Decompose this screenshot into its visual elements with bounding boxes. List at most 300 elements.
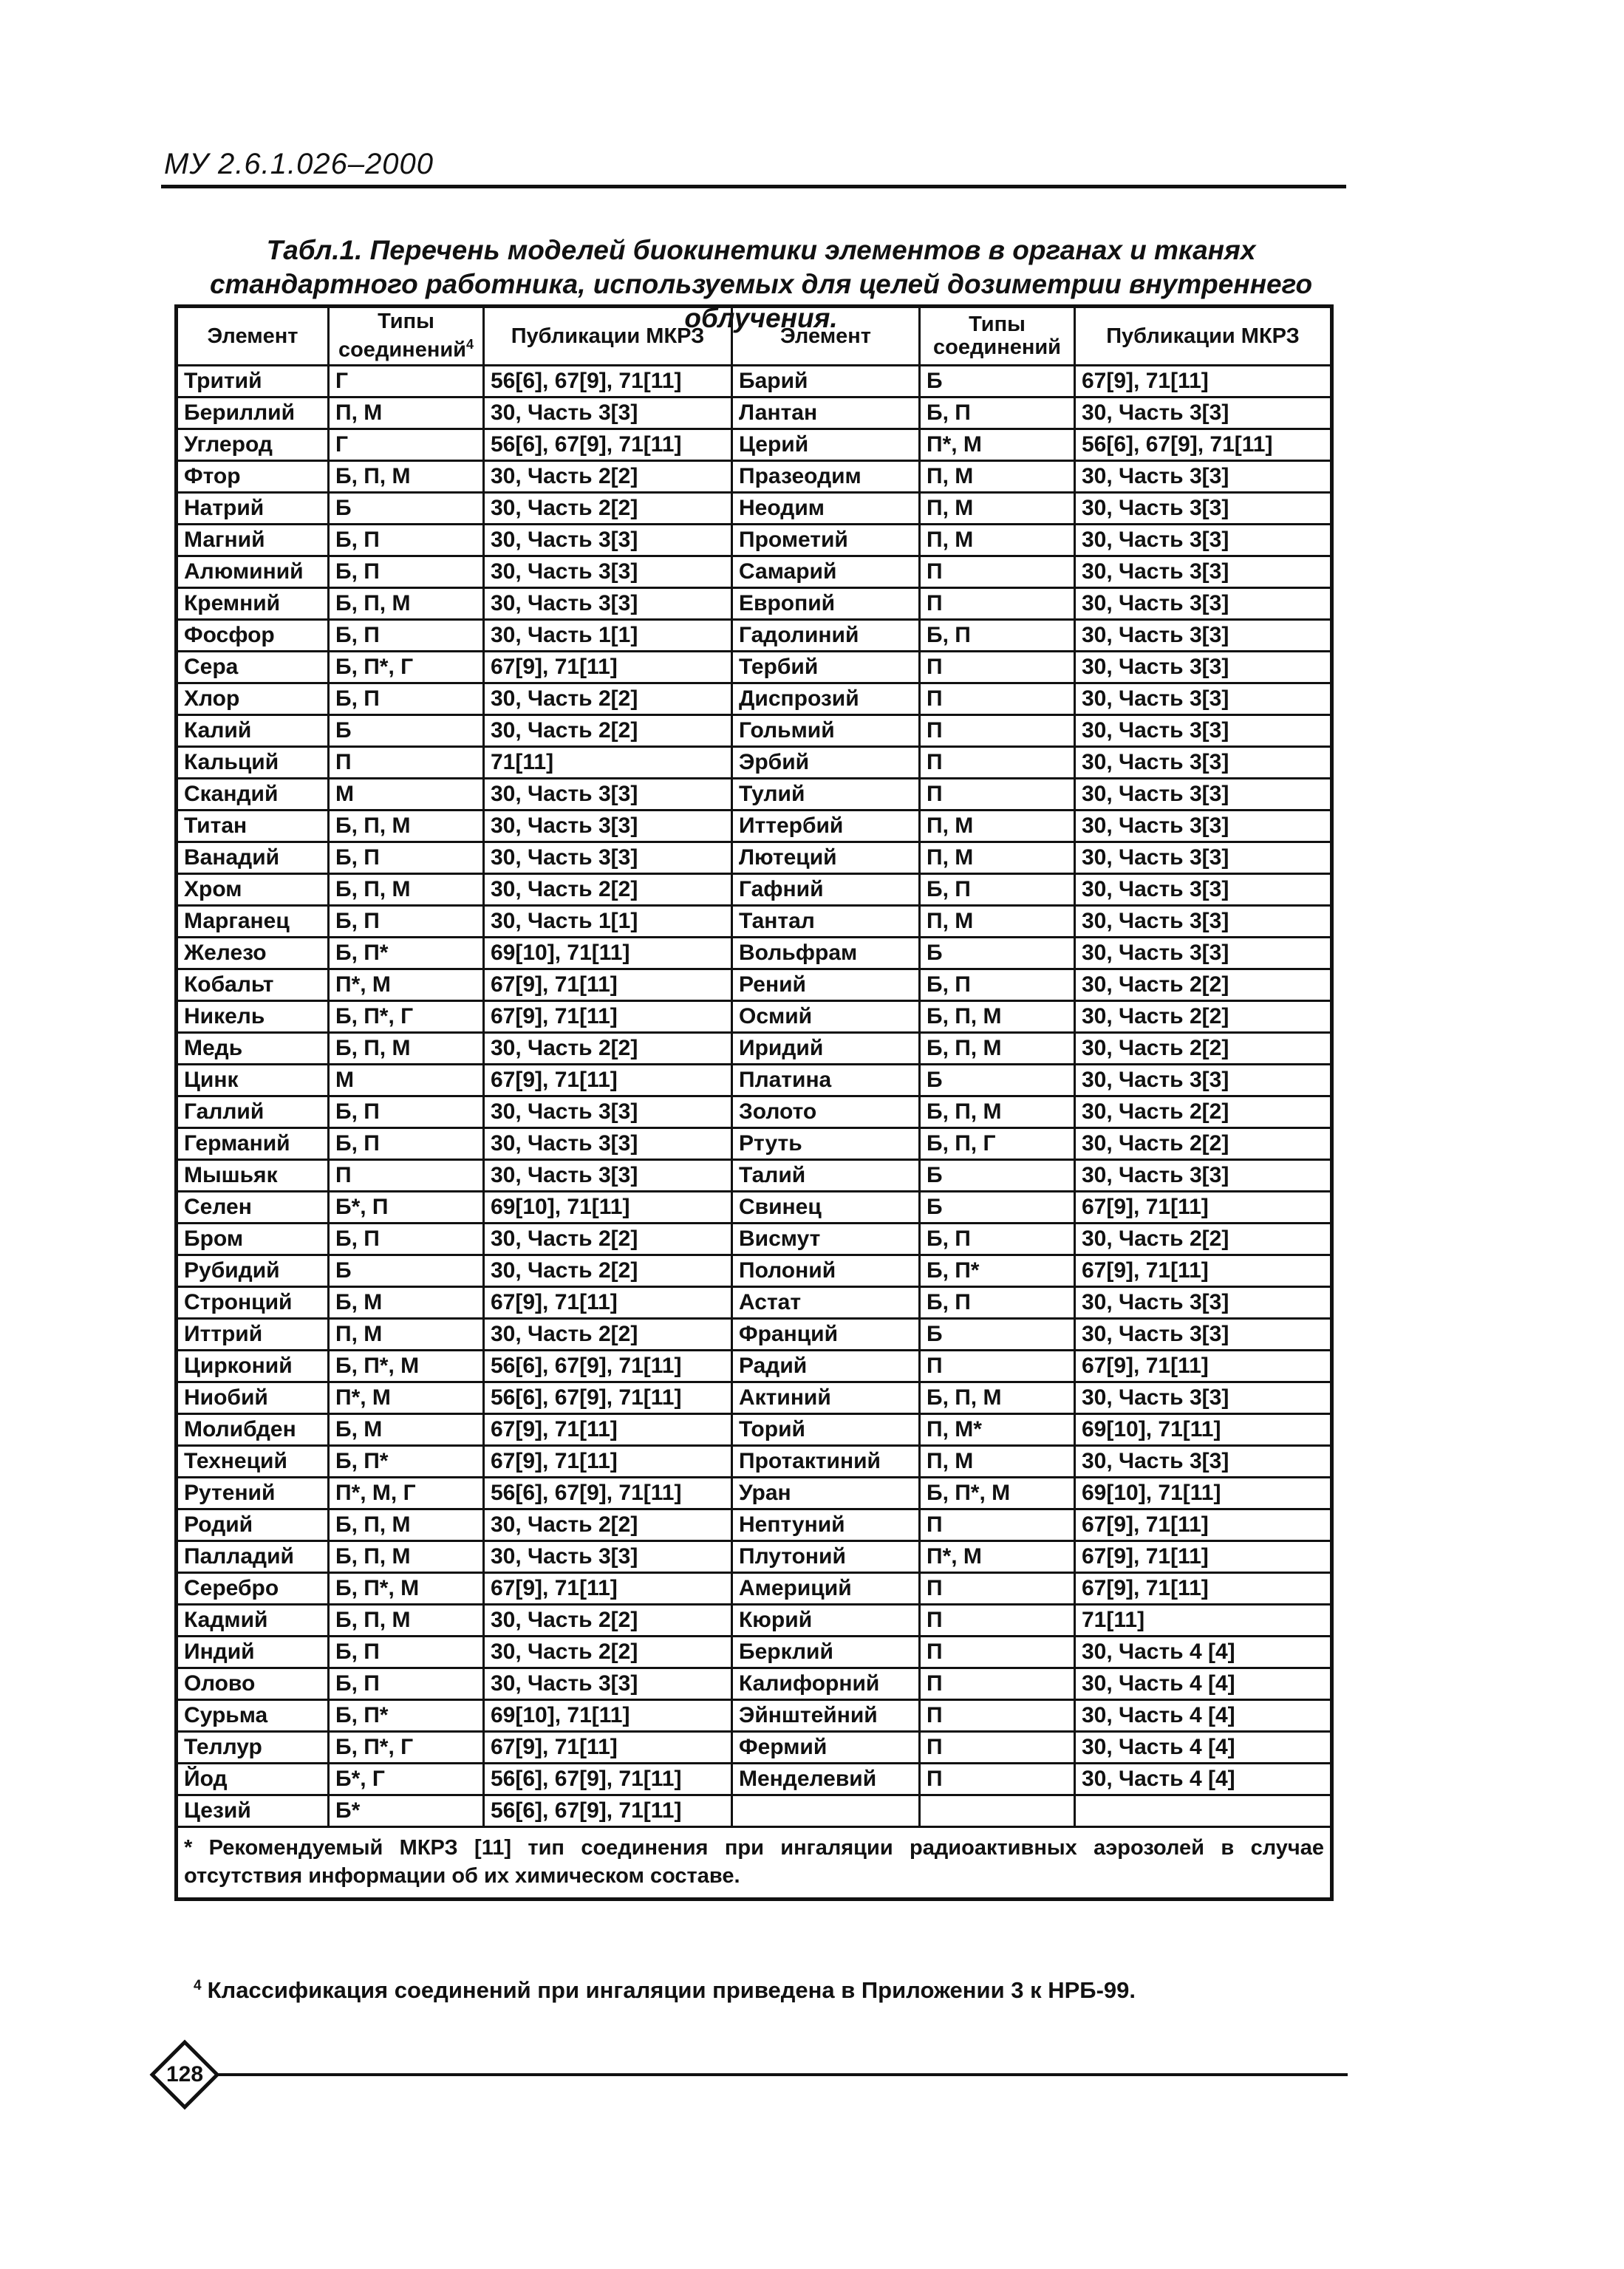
- cell-element: Цинк: [177, 1065, 329, 1096]
- footnote-marker: 4: [194, 1977, 202, 1993]
- table-row: [177, 842, 1332, 874]
- cell-publications-2: 30, Часть 4 [4]: [1075, 1668, 1332, 1700]
- cell-types-2: Б, П, М: [920, 1033, 1075, 1065]
- cell-element: Алюминий: [177, 556, 329, 588]
- header-types-2: Типы соединений: [920, 307, 1075, 366]
- cell-types: Б*, Г: [329, 1764, 484, 1795]
- table-row: [177, 1224, 1332, 1255]
- cell-publications-2: 30, Часть 3[3]: [1075, 747, 1332, 779]
- cell-publications-2: 67[9], 71[11]: [1075, 366, 1332, 397]
- cell-element: Кадмий: [177, 1605, 329, 1637]
- table-row: [177, 429, 1332, 461]
- cell-publications: 67[9], 71[11]: [484, 1414, 732, 1446]
- cell-element: Сера: [177, 652, 329, 683]
- cell-publications-2: [1075, 1795, 1332, 1827]
- cell-publications-2: 30, Часть 3[3]: [1075, 906, 1332, 938]
- cell-element-2: Уран: [732, 1478, 920, 1509]
- cell-element: Натрий: [177, 493, 329, 525]
- header-types-label: Типы соединений: [338, 310, 466, 362]
- cell-types-2: П, М: [920, 493, 1075, 525]
- cell-element-2: Франций: [732, 1319, 920, 1351]
- table-row: [177, 1764, 1332, 1795]
- cell-element: Марганец: [177, 906, 329, 938]
- caption-number: Табл.1.: [266, 235, 363, 265]
- cell-types-2: Б, П: [920, 620, 1075, 652]
- table-row: [177, 620, 1332, 652]
- cell-publications: 30, Часть 3[3]: [484, 525, 732, 556]
- header-rule: [161, 185, 1346, 188]
- caption-text: Перечень моделей биокинетики элементов в органах и тканях стандартного работника, используемых для целей дозиметрии внутреннего облучения.: [209, 235, 1313, 333]
- cell-element-2: Гольмий: [732, 715, 920, 747]
- cell-types: Б, П*, Г: [329, 652, 484, 683]
- cell-element: Никель: [177, 1001, 329, 1033]
- table-header-row: [177, 307, 1332, 366]
- cell-publications: 69[10], 71[11]: [484, 1700, 732, 1732]
- cell-element: Сурьма: [177, 1700, 329, 1732]
- cell-element: Цезий: [177, 1795, 329, 1827]
- table-row: [177, 1351, 1332, 1382]
- cell-types-2: П, М: [920, 842, 1075, 874]
- cell-publications: 30, Часть 3[3]: [484, 397, 732, 429]
- table-row: [177, 1160, 1332, 1192]
- cell-publications-2: 30, Часть 3[3]: [1075, 842, 1332, 874]
- cell-types-2: П: [920, 1637, 1075, 1668]
- cell-element-2: Лютеций: [732, 842, 920, 874]
- cell-element: Мышьяк: [177, 1160, 329, 1192]
- cell-publications-2: 67[9], 71[11]: [1075, 1351, 1332, 1382]
- elements-table: [174, 304, 1334, 1901]
- cell-element: Йод: [177, 1764, 329, 1795]
- header-types: [329, 307, 484, 366]
- cell-publications-2: 30, Часть 3[3]: [1075, 525, 1332, 556]
- bottom-rule: [216, 2073, 1348, 2076]
- cell-publications-2: 30, Часть 3[3]: [1075, 811, 1332, 842]
- cell-types-2: Б, П: [920, 397, 1075, 429]
- cell-publications-2: 30, Часть 3[3]: [1075, 715, 1332, 747]
- cell-element: Ванадий: [177, 842, 329, 874]
- cell-types: Б, П: [329, 1637, 484, 1668]
- table-row: [177, 779, 1332, 811]
- cell-types-2: П, М: [920, 811, 1075, 842]
- table-row: [177, 1795, 1332, 1827]
- cell-element: Теллур: [177, 1732, 329, 1764]
- page-number-badge: [149, 2039, 220, 2110]
- cell-publications-2: 56[6], 67[9], 71[11]: [1075, 429, 1332, 461]
- cell-publications-2: 30, Часть 2[2]: [1075, 969, 1332, 1001]
- cell-publications-2: 30, Часть 2[2]: [1075, 1096, 1332, 1128]
- cell-publications: 69[10], 71[11]: [484, 1192, 732, 1224]
- table-row: [177, 1192, 1332, 1224]
- cell-types-2: [920, 1795, 1075, 1827]
- cell-element: Медь: [177, 1033, 329, 1065]
- cell-types: Б: [329, 1255, 484, 1287]
- cell-types: Г: [329, 429, 484, 461]
- cell-element-2: Свинец: [732, 1192, 920, 1224]
- cell-publications-2: 67[9], 71[11]: [1075, 1541, 1332, 1573]
- cell-types: Г: [329, 366, 484, 397]
- cell-types: Б, П: [329, 1128, 484, 1160]
- table-row: [177, 1509, 1332, 1541]
- cell-element: Кобальт: [177, 969, 329, 1001]
- cell-types-2: П: [920, 715, 1075, 747]
- cell-types: М: [329, 1065, 484, 1096]
- cell-publications-2: 30, Часть 3[3]: [1075, 1287, 1332, 1319]
- cell-types: Б, П*, Г: [329, 1001, 484, 1033]
- cell-element-2: Празеодим: [732, 461, 920, 493]
- cell-element: Цирконий: [177, 1351, 329, 1382]
- cell-types: М: [329, 779, 484, 811]
- cell-element: Кальций: [177, 747, 329, 779]
- cell-publications-2: 30, Часть 2[2]: [1075, 1033, 1332, 1065]
- cell-publications-2: 30, Часть 4 [4]: [1075, 1732, 1332, 1764]
- cell-element-2: Тулий: [732, 779, 920, 811]
- cell-publications: 30, Часть 3[3]: [484, 1128, 732, 1160]
- cell-element-2: Платина: [732, 1065, 920, 1096]
- table-row: [177, 1382, 1332, 1414]
- cell-element-2: Эрбий: [732, 747, 920, 779]
- cell-publications-2: 67[9], 71[11]: [1075, 1573, 1332, 1605]
- cell-publications-2: 30, Часть 3[3]: [1075, 779, 1332, 811]
- cell-publications: 30, Часть 2[2]: [484, 1255, 732, 1287]
- cell-publications: 30, Часть 3[3]: [484, 1668, 732, 1700]
- footnote: [194, 1977, 1331, 2004]
- cell-element: Фтор: [177, 461, 329, 493]
- cell-element-2: Лантан: [732, 397, 920, 429]
- cell-publications: 67[9], 71[11]: [484, 652, 732, 683]
- cell-element: Рубидий: [177, 1255, 329, 1287]
- cell-types-2: Б: [920, 1319, 1075, 1351]
- cell-publications-2: 30, Часть 2[2]: [1075, 1224, 1332, 1255]
- cell-element: Родий: [177, 1509, 329, 1541]
- cell-types-2: П: [920, 1700, 1075, 1732]
- cell-types-2: П, М: [920, 461, 1075, 493]
- cell-types-2: П*, М: [920, 1541, 1075, 1573]
- cell-publications: 30, Часть 2[2]: [484, 461, 732, 493]
- cell-publications-2: 67[9], 71[11]: [1075, 1192, 1332, 1224]
- cell-element-2: Тантал: [732, 906, 920, 938]
- table-row: [177, 525, 1332, 556]
- cell-element: Железо: [177, 938, 329, 969]
- cell-element-2: Тербий: [732, 652, 920, 683]
- table-row: [177, 1033, 1332, 1065]
- cell-types-2: Б, П*: [920, 1255, 1075, 1287]
- page-number: 128: [166, 2062, 204, 2087]
- cell-publications: 30, Часть 3[3]: [484, 1096, 732, 1128]
- cell-publications-2: 30, Часть 2[2]: [1075, 1001, 1332, 1033]
- cell-types-2: П, М: [920, 906, 1075, 938]
- cell-element: Кремний: [177, 588, 329, 620]
- cell-publications: 30, Часть 3[3]: [484, 556, 732, 588]
- cell-publications: 67[9], 71[11]: [484, 969, 732, 1001]
- cell-types: Б*: [329, 1795, 484, 1827]
- cell-types-2: Б, П: [920, 1287, 1075, 1319]
- cell-publications: 30, Часть 2[2]: [484, 683, 732, 715]
- cell-publications: 56[6], 67[9], 71[11]: [484, 1351, 732, 1382]
- cell-element: Хром: [177, 874, 329, 906]
- cell-element-2: Диспрозий: [732, 683, 920, 715]
- cell-element-2: Висмут: [732, 1224, 920, 1255]
- cell-types-2: Б: [920, 938, 1075, 969]
- cell-types-2: П: [920, 1351, 1075, 1382]
- cell-element-2: Нептуний: [732, 1509, 920, 1541]
- table-row: [177, 1128, 1332, 1160]
- cell-types: Б, П: [329, 1096, 484, 1128]
- cell-types-2: Б: [920, 1192, 1075, 1224]
- cell-element: Бром: [177, 1224, 329, 1255]
- cell-element-2: Церий: [732, 429, 920, 461]
- cell-publications: 67[9], 71[11]: [484, 1573, 732, 1605]
- cell-types-2: П: [920, 683, 1075, 715]
- cell-types: Б, П, М: [329, 811, 484, 842]
- cell-element-2: Талий: [732, 1160, 920, 1192]
- cell-types: Б, П: [329, 1668, 484, 1700]
- cell-publications: 30, Часть 1[1]: [484, 906, 732, 938]
- cell-types: П: [329, 747, 484, 779]
- cell-publications: 30, Часть 2[2]: [484, 493, 732, 525]
- table-row: [177, 1446, 1332, 1478]
- cell-publications-2: 30, Часть 3[3]: [1075, 938, 1332, 969]
- cell-element-2: Актиний: [732, 1382, 920, 1414]
- table-row: [177, 1065, 1332, 1096]
- cell-types-2: П: [920, 1668, 1075, 1700]
- header-publications: Публикации МКРЗ: [484, 307, 732, 366]
- cell-types-2: П: [920, 1764, 1075, 1795]
- cell-publications: 30, Часть 2[2]: [484, 1033, 732, 1065]
- cell-types: Б, П: [329, 525, 484, 556]
- table-row: [177, 556, 1332, 588]
- cell-types: Б, М: [329, 1414, 484, 1446]
- cell-types-2: Б, П: [920, 874, 1075, 906]
- cell-publications-2: 30, Часть 3[3]: [1075, 556, 1332, 588]
- cell-types-2: П: [920, 1605, 1075, 1637]
- cell-element-2: Кюрий: [732, 1605, 920, 1637]
- table-row: [177, 1732, 1332, 1764]
- table-body: [177, 366, 1332, 1827]
- table-row: [177, 1096, 1332, 1128]
- table-row: [177, 1001, 1332, 1033]
- cell-types-2: П: [920, 779, 1075, 811]
- cell-publications: 56[6], 67[9], 71[11]: [484, 1478, 732, 1509]
- cell-types-2: Б, П: [920, 1224, 1075, 1255]
- cell-element: Тритий: [177, 366, 329, 397]
- cell-types: Б, П: [329, 620, 484, 652]
- cell-types: Б, П, М: [329, 1605, 484, 1637]
- table-row: [177, 1287, 1332, 1319]
- cell-types: П*, М, Г: [329, 1478, 484, 1509]
- table-row: [177, 874, 1332, 906]
- table-note-row: [177, 1827, 1332, 1900]
- cell-element-2: Калифорний: [732, 1668, 920, 1700]
- cell-publications: 67[9], 71[11]: [484, 1732, 732, 1764]
- cell-publications-2: 30, Часть 4 [4]: [1075, 1764, 1332, 1795]
- table-row: [177, 1637, 1332, 1668]
- cell-types-2: Б, П*, М: [920, 1478, 1075, 1509]
- cell-element-2: Протактиний: [732, 1446, 920, 1478]
- cell-types: П: [329, 1160, 484, 1192]
- cell-element: Германий: [177, 1128, 329, 1160]
- cell-types-2: Б, П, Г: [920, 1128, 1075, 1160]
- table-row: [177, 1414, 1332, 1446]
- cell-types-2: П: [920, 1732, 1075, 1764]
- cell-element: Калий: [177, 715, 329, 747]
- cell-publications-2: 30, Часть 3[3]: [1075, 1160, 1332, 1192]
- cell-element-2: Астат: [732, 1287, 920, 1319]
- cell-types-2: П: [920, 556, 1075, 588]
- table-row: [177, 969, 1332, 1001]
- cell-types-2: Б, П: [920, 969, 1075, 1001]
- cell-types-2: П, М: [920, 1446, 1075, 1478]
- cell-element-2: Золото: [732, 1096, 920, 1128]
- cell-element-2: Барий: [732, 366, 920, 397]
- cell-types: Б, П*: [329, 1446, 484, 1478]
- cell-types: Б, П, М: [329, 1541, 484, 1573]
- cell-element: Углерод: [177, 429, 329, 461]
- cell-publications-2: 69[10], 71[11]: [1075, 1478, 1332, 1509]
- header-element-2: Элемент: [732, 307, 920, 366]
- cell-publications-2: 30, Часть 3[3]: [1075, 1382, 1332, 1414]
- cell-publications-2: 30, Часть 2[2]: [1075, 1128, 1332, 1160]
- cell-element-2: Самарий: [732, 556, 920, 588]
- cell-element-2: Фермий: [732, 1732, 920, 1764]
- cell-element: Иттрий: [177, 1319, 329, 1351]
- table-row: [177, 1541, 1332, 1573]
- cell-element: Бериллий: [177, 397, 329, 429]
- cell-publications-2: 30, Часть 3[3]: [1075, 461, 1332, 493]
- cell-element-2: Рений: [732, 969, 920, 1001]
- cell-publications: 30, Часть 2[2]: [484, 1509, 732, 1541]
- cell-types-2: П*, М: [920, 429, 1075, 461]
- cell-types: Б, М: [329, 1287, 484, 1319]
- cell-element: Технеций: [177, 1446, 329, 1478]
- cell-element: Скандий: [177, 779, 329, 811]
- cell-types: Б, П: [329, 906, 484, 938]
- cell-types: Б, П*: [329, 938, 484, 969]
- cell-element: Титан: [177, 811, 329, 842]
- cell-publications: 30, Часть 3[3]: [484, 1541, 732, 1573]
- cell-types: П*, М: [329, 1382, 484, 1414]
- cell-publications-2: 30, Часть 3[3]: [1075, 588, 1332, 620]
- cell-publications: 67[9], 71[11]: [484, 1065, 732, 1096]
- cell-publications-2: 30, Часть 3[3]: [1075, 397, 1332, 429]
- table-row: [177, 652, 1332, 683]
- cell-publications-2: 30, Часть 3[3]: [1075, 1319, 1332, 1351]
- cell-element: Селен: [177, 1192, 329, 1224]
- cell-publications: 56[6], 67[9], 71[11]: [484, 429, 732, 461]
- cell-publications: 30, Часть 1[1]: [484, 620, 732, 652]
- footnote-text: Классификация соединений при ингаляции приведена в Приложении 3 к НРБ-99.: [207, 1977, 1136, 2003]
- cell-types: Б, П, М: [329, 874, 484, 906]
- cell-types: Б: [329, 493, 484, 525]
- cell-types: П, М: [329, 1319, 484, 1351]
- cell-element: Серебро: [177, 1573, 329, 1605]
- cell-publications-2: 67[9], 71[11]: [1075, 1509, 1332, 1541]
- cell-publications-2: 30, Часть 3[3]: [1075, 1446, 1332, 1478]
- cell-publications: 30, Часть 3[3]: [484, 779, 732, 811]
- cell-publications-2: 30, Часть 3[3]: [1075, 652, 1332, 683]
- cell-publications: 30, Часть 2[2]: [484, 1224, 732, 1255]
- cell-element: Палладий: [177, 1541, 329, 1573]
- cell-types-2: Б, П, М: [920, 1096, 1075, 1128]
- cell-element: Рутений: [177, 1478, 329, 1509]
- document-header: МУ 2.6.1.026–2000: [164, 148, 434, 180]
- cell-publications: 56[6], 67[9], 71[11]: [484, 1382, 732, 1414]
- cell-element-2: Осмий: [732, 1001, 920, 1033]
- cell-publications: 67[9], 71[11]: [484, 1287, 732, 1319]
- cell-element: Стронций: [177, 1287, 329, 1319]
- table-row: [177, 397, 1332, 429]
- cell-types: Б, П: [329, 1224, 484, 1255]
- cell-publications: 30, Часть 2[2]: [484, 715, 732, 747]
- cell-types: Б: [329, 715, 484, 747]
- cell-publications: 71[11]: [484, 747, 732, 779]
- cell-types: Б, П, М: [329, 1509, 484, 1541]
- cell-types: П*, М: [329, 969, 484, 1001]
- cell-publications: 30, Часть 3[3]: [484, 588, 732, 620]
- cell-element: Хлор: [177, 683, 329, 715]
- cell-publications: 67[9], 71[11]: [484, 1001, 732, 1033]
- cell-publications-2: 30, Часть 4 [4]: [1075, 1637, 1332, 1668]
- table-row: [177, 461, 1332, 493]
- cell-publications-2: 30, Часть 3[3]: [1075, 493, 1332, 525]
- cell-types-2: Б: [920, 366, 1075, 397]
- cell-element-2: Торий: [732, 1414, 920, 1446]
- header-publications-2: Публикации МКРЗ: [1075, 307, 1332, 366]
- cell-publications: 56[6], 67[9], 71[11]: [484, 1764, 732, 1795]
- cell-publications-2: 30, Часть 3[3]: [1075, 874, 1332, 906]
- cell-types: Б, П: [329, 683, 484, 715]
- cell-types-2: П: [920, 747, 1075, 779]
- cell-publications: 30, Часть 2[2]: [484, 874, 732, 906]
- cell-element-2: Берклий: [732, 1637, 920, 1668]
- cell-types: П, М: [329, 397, 484, 429]
- cell-types: Б, П: [329, 842, 484, 874]
- cell-element-2: Ртуть: [732, 1128, 920, 1160]
- cell-types: Б, П, М: [329, 461, 484, 493]
- cell-types: Б*, П: [329, 1192, 484, 1224]
- header-types-marker: 4: [466, 337, 474, 352]
- cell-types: Б, П*, М: [329, 1573, 484, 1605]
- cell-types-2: П: [920, 1509, 1075, 1541]
- table-note: * Рекомендуемый МКРЗ [11] тип соединения при ингаляции радиоактивных аэрозолей в случае отсутствия информации об их химическом составе.: [177, 1827, 1332, 1900]
- cell-element-2: Менделевий: [732, 1764, 920, 1795]
- cell-types: Б, П*, М: [329, 1351, 484, 1382]
- cell-element-2: Гадолиний: [732, 620, 920, 652]
- cell-element-2: Неодим: [732, 493, 920, 525]
- table-row: [177, 715, 1332, 747]
- cell-types-2: Б: [920, 1160, 1075, 1192]
- cell-types-2: Б, П, М: [920, 1382, 1075, 1414]
- cell-element-2: Иттербий: [732, 811, 920, 842]
- cell-types: Б, П: [329, 556, 484, 588]
- table-row: [177, 366, 1332, 397]
- cell-element: Фосфор: [177, 620, 329, 652]
- cell-element-2: Прометий: [732, 525, 920, 556]
- cell-publications-2: 30, Часть 4 [4]: [1075, 1700, 1332, 1732]
- cell-publications: 30, Часть 3[3]: [484, 1160, 732, 1192]
- cell-types-2: П: [920, 1573, 1075, 1605]
- table-row: [177, 938, 1332, 969]
- cell-publications-2: 30, Часть 3[3]: [1075, 683, 1332, 715]
- cell-element: Индий: [177, 1637, 329, 1668]
- cell-element-2: Эйнштейний: [732, 1700, 920, 1732]
- table-row: [177, 1668, 1332, 1700]
- cell-element-2: Радий: [732, 1351, 920, 1382]
- cell-element: Магний: [177, 525, 329, 556]
- cell-element-2: Америций: [732, 1573, 920, 1605]
- cell-element: Галлий: [177, 1096, 329, 1128]
- table-row: [177, 906, 1332, 938]
- cell-element-2: Иридий: [732, 1033, 920, 1065]
